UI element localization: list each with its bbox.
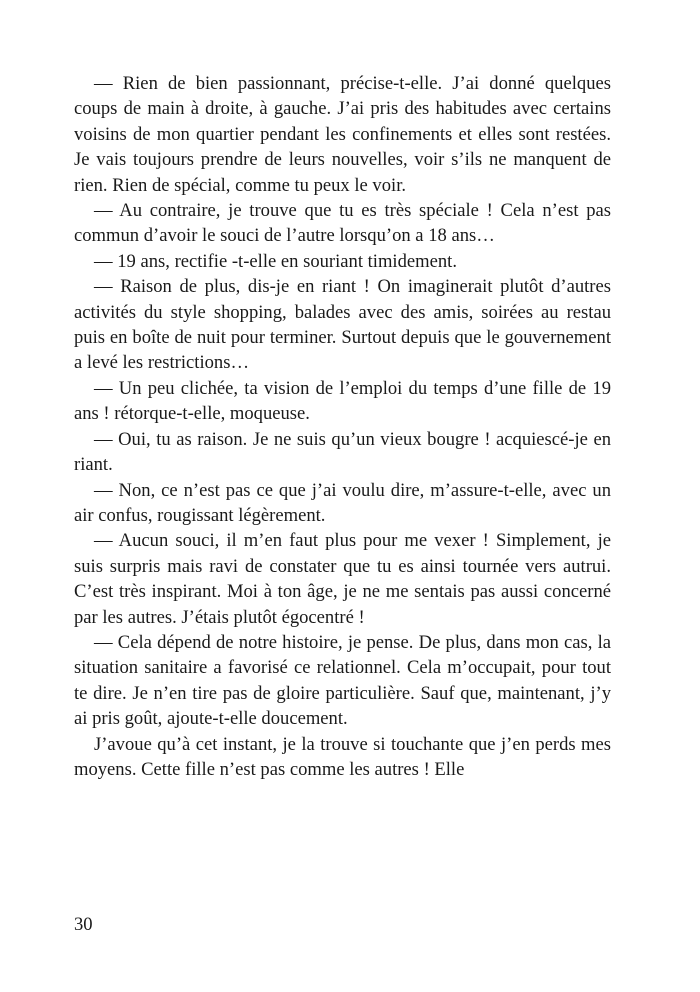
paragraph: — Rien de bien passionnant, précise-t-elle. J’ai donné quelques coups de main à droite, à gauche. J’ai pris des habitudes avec certains voisins de mon quartier pendant les confinements et elles sont restées. Je vais toujours prendre de leurs nouvelles, voir s’ils ne manquent de rien. Rien de spécial, comme tu peux le voir. bbox=[74, 73, 611, 196]
paragraph: — Oui, tu as raison. Je ne suis qu’un vieux bougre ! acquiescé-je en riant. bbox=[74, 428, 611, 476]
paragraph: — 19 ans, rectifie -t-elle en souriant timidement. bbox=[94, 250, 457, 272]
book-page-body bbox=[74, 71, 611, 782]
paragraph: — Cela dépend de notre histoire, je pense. De plus, dans mon cas, la situation sanitaire a favorisé ce relationnel. Cela m’occupait, pour tout te dire. Je n’en tire pas de gloire particulière. Sauf que, maintenant, j’y ai pris goût, ajoute-t-elle doucement. bbox=[74, 631, 611, 730]
paragraph: J’avoue qu’à cet instant, je la trouve si touchante que j’en perds mes moyens. Cette fille n’est pas comme les autres ! Elle bbox=[74, 733, 611, 780]
paragraph: — Un peu clichée, ta vision de l’emploi du temps d’une fille de 19 ans ! rétorque-t-elle, moqueuse. bbox=[74, 377, 611, 425]
paragraph: — Non, ce n’est pas ce que j’ai voulu dire, m’assure-t-elle, avec un air confus, rougissant légèrement. bbox=[74, 479, 611, 526]
page-number: 30 bbox=[74, 914, 93, 935]
paragraph: — Raison de plus, dis-je en riant ! On imaginerait plutôt d’autres activités du style shopping, balades avec des amis, soirées au restau puis en boîte de nuit pour terminer. Surtout depuis que le gouvernement a levé les restrictions… bbox=[74, 276, 611, 374]
paragraph: — Au contraire, je trouve que tu es très spéciale ! Cela n’est pas commun d’avoir le souci de l’autre lorsqu’on a 18 ans… bbox=[74, 200, 611, 247]
paragraph: — Aucun souci, il m’en faut plus pour me vexer ! Simplement, je suis surpris mais ravi de constater que tu es ainsi tournée vers autrui. C’est très inspirant. Moi à ton âge, je ne me sentais pas aussi concerné par les autres. J’étais plutôt égocentré ! bbox=[74, 530, 611, 628]
